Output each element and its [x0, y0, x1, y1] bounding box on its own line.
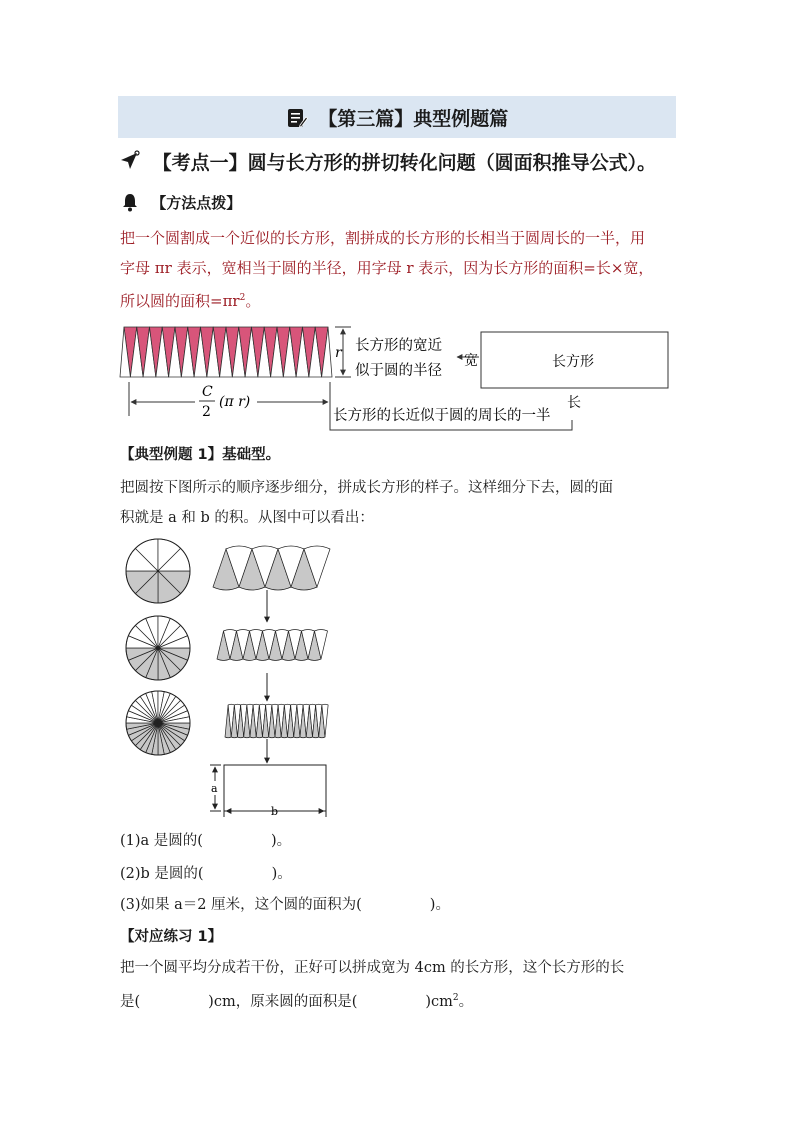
practice1-paragraph	[120, 953, 680, 1017]
practice1-sup: 2	[452, 993, 459, 1003]
question-3-text: (3)如果 a＝2 厘米，这个圆的面积为(	[120, 897, 362, 913]
frac-numerator: C	[202, 384, 213, 400]
question-1-end: )。	[270, 833, 292, 849]
pi-r-label: (π r)	[219, 394, 251, 410]
method-line-3-end: 。	[245, 292, 261, 310]
method-heading-row	[120, 192, 241, 213]
banner-title-row	[118, 104, 676, 131]
practice1-line-2-c: )cm	[425, 993, 453, 1010]
bell-icon	[120, 194, 151, 212]
example1-line-2: 积就是 a 和 b 的积。从图中可以看出：	[120, 510, 374, 526]
width-note-line-1: 长方形的宽近	[355, 338, 442, 354]
method-line-2: 字母 πr 表示，宽相当于圆的半径，用字母 r 表示，因为长方形的面积=长×宽，	[120, 259, 654, 277]
pointer-icon	[118, 152, 153, 174]
question-1-text: (1)a 是圆的(	[120, 833, 203, 849]
note-icon	[286, 108, 319, 130]
example1-paragraph	[120, 473, 680, 533]
question-1	[120, 829, 291, 850]
practice1-heading: 【对应练习 1】	[120, 929, 223, 945]
kaodian-title: 【考点一】圆与长方形的拼切转化问题（圆面积推导公式）。	[152, 152, 657, 174]
sector-strip	[120, 327, 332, 377]
practice1-line-2-a: 是(	[120, 993, 141, 1010]
chang-label: 长	[567, 395, 581, 411]
question-2-text: (2)b 是圆的(	[120, 866, 204, 882]
practice1-line-2-b: )cm，原来圆的面积是(	[208, 993, 358, 1010]
length-note: 长方形的长近似于圆的周长的一半	[333, 408, 551, 424]
question-2-end: )。	[271, 866, 292, 882]
method-line-3	[120, 283, 680, 316]
practice1-line-1: 把一个圆平均分成若干份，正好可以拼成宽为 4cm 的长方形，这个长方形的长	[120, 960, 625, 976]
subdivision-diagram	[115, 535, 345, 820]
practice1-line-2-d: 。	[458, 993, 474, 1010]
kaodian-title-row	[118, 148, 656, 175]
method-line-3-text: 所以圆的面积=πr	[120, 292, 240, 310]
circle-16-sectors	[126, 616, 190, 680]
b-label: b	[271, 805, 279, 818]
method-line-3-sup: 2	[239, 293, 246, 303]
question-2	[120, 862, 292, 883]
strip-32-pieces	[225, 704, 328, 738]
width-note-line-2: 似于圆的半径	[355, 363, 442, 379]
method-line-1: 把一个圆割成一个近似的长方形，割拼成的长方形的长相当于圆周长的一半，用	[120, 229, 646, 247]
method-paragraph	[120, 223, 680, 316]
kuan-label: 宽	[464, 353, 478, 369]
circle-32-sectors	[126, 691, 190, 755]
practice1-line-2	[120, 983, 680, 1017]
method-heading: 【方法点拨】	[151, 194, 242, 212]
example1-line-1: 把圆按下图所示的顺序逐步细分，拼成长方形的样子。这样细分下去，圆的面	[120, 480, 613, 496]
strip-16-pieces	[217, 630, 328, 661]
banner-title: 【第三篇】典型例题篇	[318, 108, 509, 130]
strip-8-pieces	[213, 546, 330, 590]
frac-denominator: 2	[202, 404, 211, 420]
circle-to-rectangle-diagram	[115, 320, 685, 435]
question-3-end: )。	[429, 897, 450, 913]
circle-8-sectors	[126, 539, 190, 603]
question-3	[120, 893, 450, 914]
section-banner	[118, 96, 676, 138]
a-label: a	[211, 782, 218, 795]
rectangle-label: 长方形	[552, 354, 594, 370]
r-label: r	[335, 345, 342, 361]
example1-heading: 【典型例题 1】基础型。	[120, 447, 281, 463]
